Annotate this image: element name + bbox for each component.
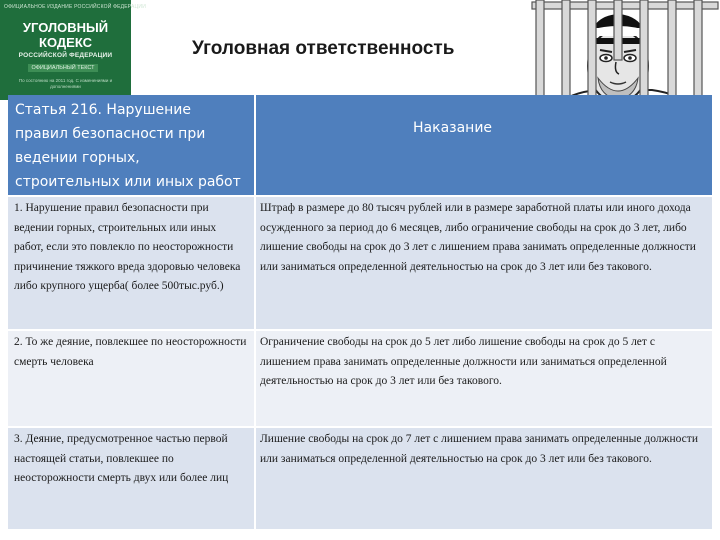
table-header-punishment: Наказание (413, 120, 493, 136)
table-row-3-offense: 3. Деяние, предусмотренное частью первой настоящей статьи, повлекшее по неосторожности смерть двух или более лиц (8, 428, 254, 529)
table-header-punishment-cell (256, 95, 712, 195)
book-top-line: ОФИЦИАЛЬНОЕ ИЗДАНИЕ РОССИЙСКОЙ ФЕДЕРАЦИИ (4, 4, 147, 10)
table-header-article: Статья 216. Нарушение правил безопасности при ведении горных, строительных или иных работ (8, 95, 254, 195)
table-row-3-punishment: Лишение свободы на срок до 7 лет с лишением права занимать определенные должности или заниматься определенной деятельностью на срок до 3 лет или без такового. (256, 428, 712, 529)
table-row-1-punishment: Штраф в размере до 80 тысяч рублей или в размере заработной платы или иного дохода осужденного за период до 6 месяцев, либо ограничение свободы на срок до 3 лет, либо лишение свободы на срок до 3 лет с лишением права занимать определенные должности или заниматься определенной деятельностью на срок до 3 лет или без такового. (256, 197, 712, 329)
table-row-1-offense: 1. Нарушение правил безопасности при ведении горных, строительных или иных работ, если это повлекло по неосторожности причинение тяжкого вреда здоровью человека либо крупного ущерба( более 500тыс.руб.) (8, 197, 254, 329)
page-title: Уголовная ответственность (192, 38, 455, 59)
book-title-line1: УГОЛОВНЫЙ (22, 20, 109, 35)
criminal-code-book-cover (0, 0, 147, 100)
table-row-2-offense: 2. То же деяние, повлекшее по неосторожности смерть человека (8, 331, 254, 426)
book-stripe-label: ОФИЦИАЛЬНЫЙ ТЕКСТ (28, 64, 98, 72)
book-small-text: По состоянию на 2011 год. С изменениями и дополнениями (18, 78, 113, 89)
table-row-2-punishment: Ограничение свободы на срок до 5 лет либо лишение свободы на срок до 5 лет с лишением права занимать определенные должности или заниматься определенной деятельностью на срок до 3 лет или без такового. (256, 331, 712, 426)
book-title-line2: КОДЕКС (39, 35, 92, 50)
book-subtitle: РОССИЙСКОЙ ФЕДЕРАЦИИ (18, 52, 113, 59)
